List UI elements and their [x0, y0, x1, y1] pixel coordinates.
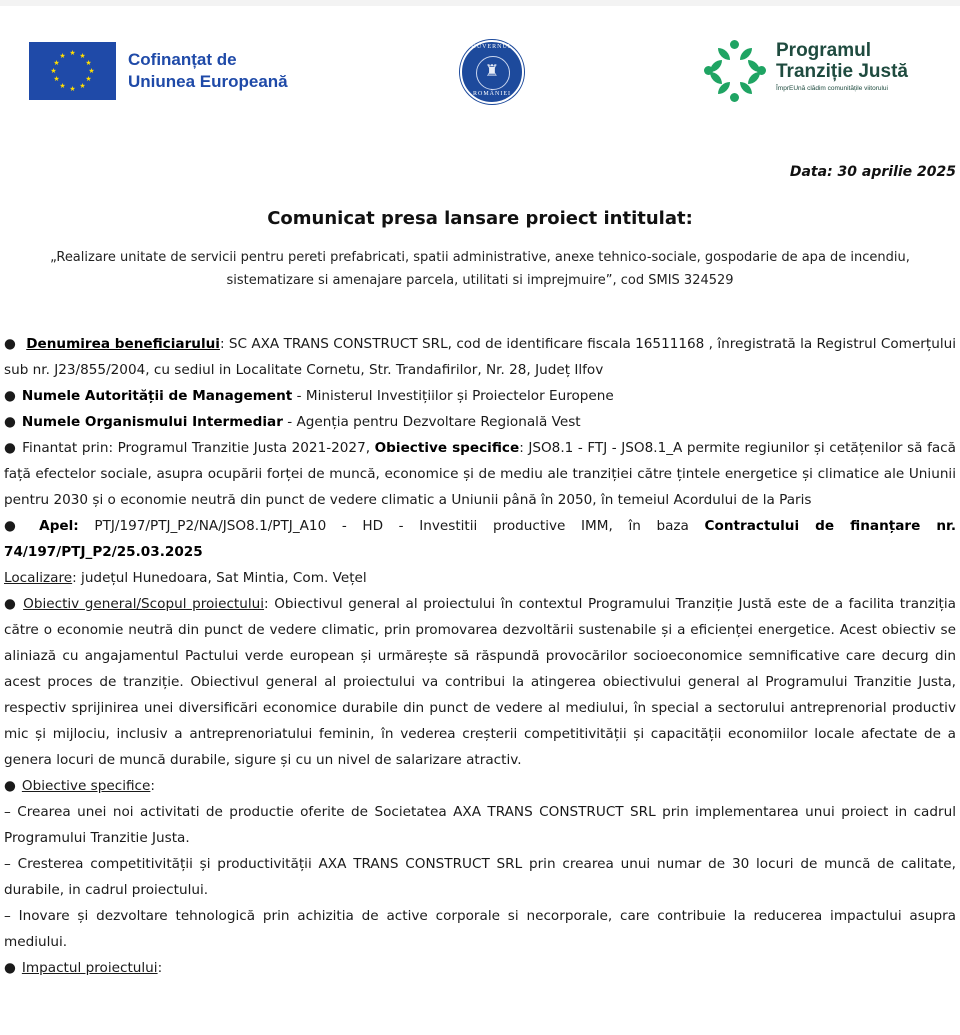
bullet-icon: ● [4, 596, 18, 612]
eu-flag-icon: ★ ★ ★ ★ ★ ★ ★ ★ ★ ★ ★ ★ [29, 42, 116, 100]
press-release-body [4, 331, 956, 981]
intermediate-body-paragraph [4, 409, 956, 435]
call-text: PTJ/197/PTJ_P2/NA/JSO8.1/PTJ_A10 - HD - Investitii productive IMM, în baza [78, 518, 705, 534]
eagle-crest-icon: ♜ [484, 61, 500, 80]
colon: : [157, 960, 163, 976]
financing-paragraph [4, 435, 956, 513]
bullet-icon: ● [4, 414, 16, 430]
eu-cofinancing-logo [29, 42, 288, 100]
financing-contract: Contractului de finanțare nr. 74/197/PTJ_P2/25.03.2025 [4, 518, 956, 560]
impact-heading [4, 955, 956, 981]
specific-objective-item: – Cresterea competitivității și productivității AXA TRANS CONSTRUCT SRL prin crearea unui numar de 30 locuri de muncă de calitate, durabile, in cadrul proiectului. [4, 856, 956, 898]
beneficiary-text: : SC AXA TRANS CONSTRUCT SRL, cod de identificare fiscala 16511168 , înregistrată la Registrul Comerțului sub nr. J23/855/2004, cu sediul in Localitate Cornetu, Str. Trandafirilor, Nr. 28, Județ Ilfov [4, 336, 956, 378]
bullet-icon: ● [4, 440, 17, 456]
specific-objective-item: – Inovare și dezvoltare tehnologică prin achizitia de active corporale si necorporale, care contribuie la reducerea impactului asupra mediului. [4, 908, 956, 950]
specific-objective-item: – Crearea unei noi activitati de productie oferite de Societatea AXA TRANS CONSTRUCT SRL prin implementarea unui proiect in cadrul Programului Tranzitie Justa. [4, 804, 956, 846]
logo-header [0, 38, 960, 108]
top-strip [0, 0, 960, 6]
ptj-logo-tagline: ÎmprEUnă clădim comunitățile viitorului [776, 85, 888, 92]
intermediate-body-label: Numele Organismului Intermediar [21, 414, 283, 430]
location-paragraph [4, 565, 956, 591]
financing-prefix: Finantat prin: Programul Tranzitie Justa 2021-2027, [22, 440, 375, 456]
ptj-logo-text [776, 40, 908, 94]
bullet-icon: ● [4, 778, 16, 794]
general-objective-label: Obiectiv general/Scopul proiectului [23, 596, 265, 612]
project-title: „Realizare unitate de servicii pentru pereti prefabricati, spatii administrative, anexe tehnico-sociale, gospodarie de apa de incendiu, sistematizare si amenajare parcela, utilitati si imprejmuire”, cod SMIS 324529 [50, 250, 910, 288]
general-objective-text: : Obiectivul general al proiectului în contextul Programului Tranziție Justă este de a facilita tranziția către o economie neutră din punct de vedere climatic, prin promovarea dezvoltării sustenabile și a eficienței energetice. Acest obiectiv se aliniază cu angajamentul Pactului verde european și urmărește să răspundă provocărilor socioeconomice semnificative care decurg din acest proces de tranziție. Obiectivul general al proiectului va contribui la atingerea obiectivului general al Programului Tranzitie Justa, respectiv sprijinirea unei diversificări economice durabile din punct de vedere al mediului, în special a sectorului antreprenorial productiv mic și mijlociu, inclusiv a antreprenoriatului feminin, în vederea creșterii competitivității și capacității economiilor locale afectate de a genera locuri de muncă durabile, sigure și cu un nivel de salarizare atractiv. [4, 596, 956, 768]
bullet-icon: ● [4, 518, 28, 534]
specific-objectives-heading [4, 773, 956, 799]
eu-logo-text [128, 49, 288, 93]
colon: : [150, 778, 155, 794]
gov-logo-bottom-text: ROMÂNIEI [473, 91, 511, 97]
ptj-logo-line2: Tranziție Justă [776, 61, 908, 82]
management-authority-text: - Ministerul Investițiilor și Proiectelor Europene [292, 388, 614, 404]
bullet-icon: ● [4, 336, 16, 352]
ptj-program-logo [704, 40, 908, 102]
beneficiary-label: Denumirea beneficiarului [26, 336, 220, 352]
management-authority-label: Numele Autorității de Management [21, 388, 293, 404]
eu-logo-line1: Cofinanțat de [128, 50, 237, 69]
page-title: Comunicat presa lansare proiect intitulat: [267, 208, 693, 229]
call-label: Apel: [39, 518, 79, 534]
management-authority-paragraph [4, 383, 956, 409]
impact-label: Impactul proiectului [21, 960, 158, 976]
location-label: Localizare [4, 570, 73, 586]
ptj-flower-icon [704, 40, 766, 102]
location-text: : județul Hunedoara, Sat Mintia, Com. Vețel [72, 570, 367, 586]
specific-objectives-heading-label: Obiective specifice [21, 778, 151, 794]
eu-logo-line2: Uniunea Europeană [128, 72, 288, 91]
intermediate-body-text: - Agenția pentru Dezvoltare Regională Vest [282, 414, 581, 430]
bullet-icon: ● [4, 960, 16, 976]
ptj-logo-line1: Programul [776, 40, 872, 61]
call-paragraph [4, 513, 956, 565]
bullet-icon: ● [4, 388, 16, 404]
romanian-government-logo [460, 40, 524, 104]
press-release-date: Data: 30 aprilie 2025 [789, 164, 956, 180]
financing-text: : JSO8.1 - FTJ - JSO8.1_A permite regiunilor și cetățenilor să facă față efectelor sociale, asupra ocupării forței de muncă, economice și de mediu ale tranziției către țintele energetice și climatice ale Uniunii pentru 2030 și o economie neutră din punct de vedere climatic a Uniunii până în 2050, în temeiul Acordului de la Paris [4, 440, 956, 508]
beneficiary-paragraph [4, 331, 956, 383]
general-objective-paragraph [4, 591, 956, 773]
gov-logo-top-text: GUVERNUL [471, 44, 513, 50]
specific-objectives-label: Obiective specifice [374, 440, 520, 456]
